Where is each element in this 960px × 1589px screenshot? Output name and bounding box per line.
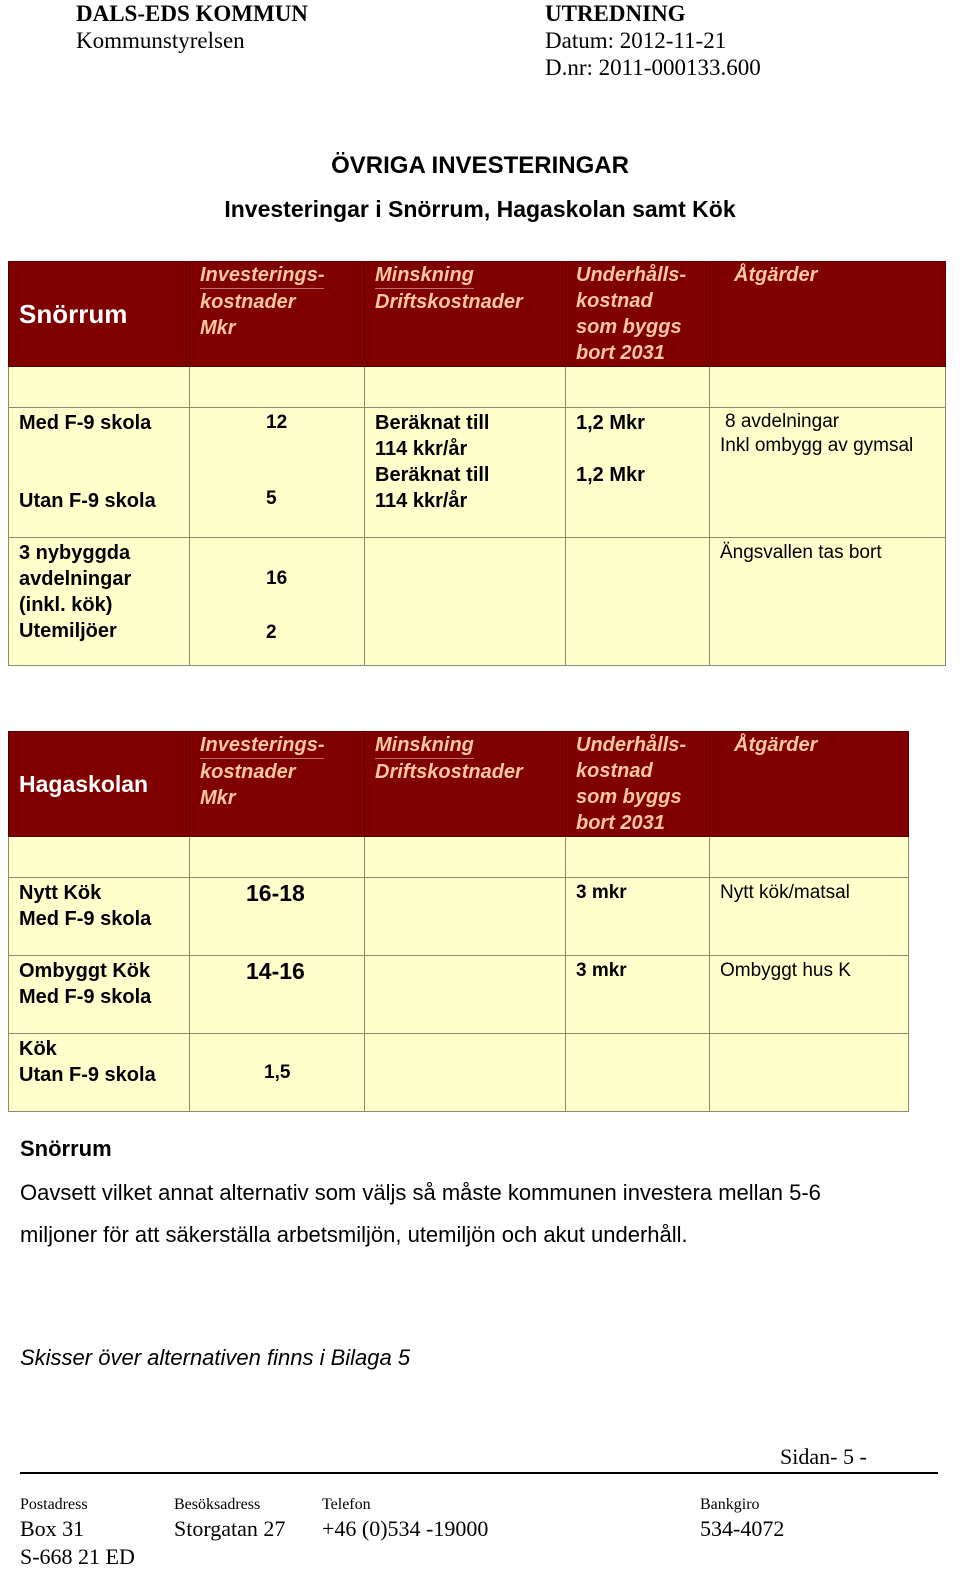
snorrum-table xyxy=(8,261,946,666)
row-nybyggda-underh xyxy=(566,538,710,666)
footer-bankgiro-label: Bankgiro xyxy=(700,1496,760,1513)
doc-meta xyxy=(545,0,761,81)
row-med-utan-values: 12 5 xyxy=(190,408,365,538)
row-nybyggda-minsk xyxy=(365,538,566,666)
footer-telefon-value: +46 (0)534 -19000 xyxy=(322,1516,489,1541)
doc-type: UTREDNING xyxy=(545,1,686,26)
footer-telefon-label: Telefon xyxy=(322,1496,371,1513)
org-header xyxy=(76,0,308,54)
hagaskolan-table xyxy=(8,731,909,1112)
col-invest: Investerings- kostnader Mkr xyxy=(190,262,365,367)
paragraph-line-1: Oavsett vilket annat alternativ som väljs så måste kommunen investera mellan 5-6 xyxy=(20,1180,821,1205)
col2-invest: Investerings- kostnader Mkr xyxy=(190,732,365,837)
footer-besok-label: Besöksadress xyxy=(174,1496,261,1513)
col2-underhall: Underhålls- kostnad som byggs bort 2031 xyxy=(566,732,710,837)
col-underhall: Underhålls- kostnad som byggs bort 2031 xyxy=(566,262,710,367)
col2-atgarder: Åtgärder xyxy=(710,732,909,837)
row-nybyggda-values: 16 2 xyxy=(190,538,365,666)
row-mkr: 1,2 Mkr 1,2 Mkr xyxy=(566,408,710,538)
footer-postadress-2: S-668 21 ED xyxy=(20,1544,135,1569)
row-berak: Beräknat till 114 kkr/år Beräknat till 114 kkr/år xyxy=(365,408,566,538)
footer-divider xyxy=(20,1472,938,1474)
col2-minskning: Minskning Driftskostnader xyxy=(365,732,566,837)
skisser-note: Skisser över alternativen finns i Bilaga 5 xyxy=(20,1345,411,1370)
paragraph-line-2: miljoner för att säkerställa arbetsmiljön, utemiljön och akut underhåll. xyxy=(20,1222,688,1247)
org-name: DALS-EDS KOMMUN xyxy=(76,1,308,26)
footer-bankgiro-value: 534-4072 xyxy=(700,1516,785,1541)
footer-besok-value: Storgatan 27 xyxy=(174,1516,286,1541)
table-row: Ombyggt Kök Med F-9 skola 14-16 3 mkr Ombyggt hus K xyxy=(9,956,909,1034)
main-title: ÖVRIGA INVESTERINGAR xyxy=(331,152,629,179)
col-minskning: Minskning Driftskostnader xyxy=(365,262,566,367)
hagaskolan-rowhead: Hagaskolan xyxy=(9,732,190,837)
page-number: Sidan- 5 - xyxy=(780,1444,867,1469)
row-med-utan-labels: Med F-9 skola Utan F-9 skola xyxy=(9,408,190,538)
row-nybyggda-labels: 3 nybyggda avdelningar (inkl. kök) Utemiljöer xyxy=(9,538,190,666)
footer-postadress-label: Postadress xyxy=(20,1496,88,1513)
sub-title: Investeringar i Snörrum, Hagaskolan samt Kök xyxy=(224,196,736,222)
row-angsvallen: Ängsvallen tas bort xyxy=(710,538,946,666)
row-atg1: 8 avdelningar Inkl ombygg av gymsal xyxy=(710,408,946,538)
org-dept: Kommunstyrelsen xyxy=(76,28,245,53)
table-row: Nytt Kök Med F-9 skola 16-18 3 mkr Nytt kök/matsal xyxy=(9,878,909,956)
footer-postadress-1: Box 31 xyxy=(20,1516,85,1541)
col-atgarder: Åtgärder xyxy=(710,262,946,367)
snorrum-rowhead: Snörrum xyxy=(9,262,190,367)
table-row: Kök Utan F-9 skola 1,5 xyxy=(9,1034,909,1112)
section-heading: Snörrum xyxy=(20,1136,112,1161)
doc-date: Datum: 2012-11-21 xyxy=(545,28,727,53)
doc-dnr: D.nr: 2011-000133.600 xyxy=(545,55,761,80)
